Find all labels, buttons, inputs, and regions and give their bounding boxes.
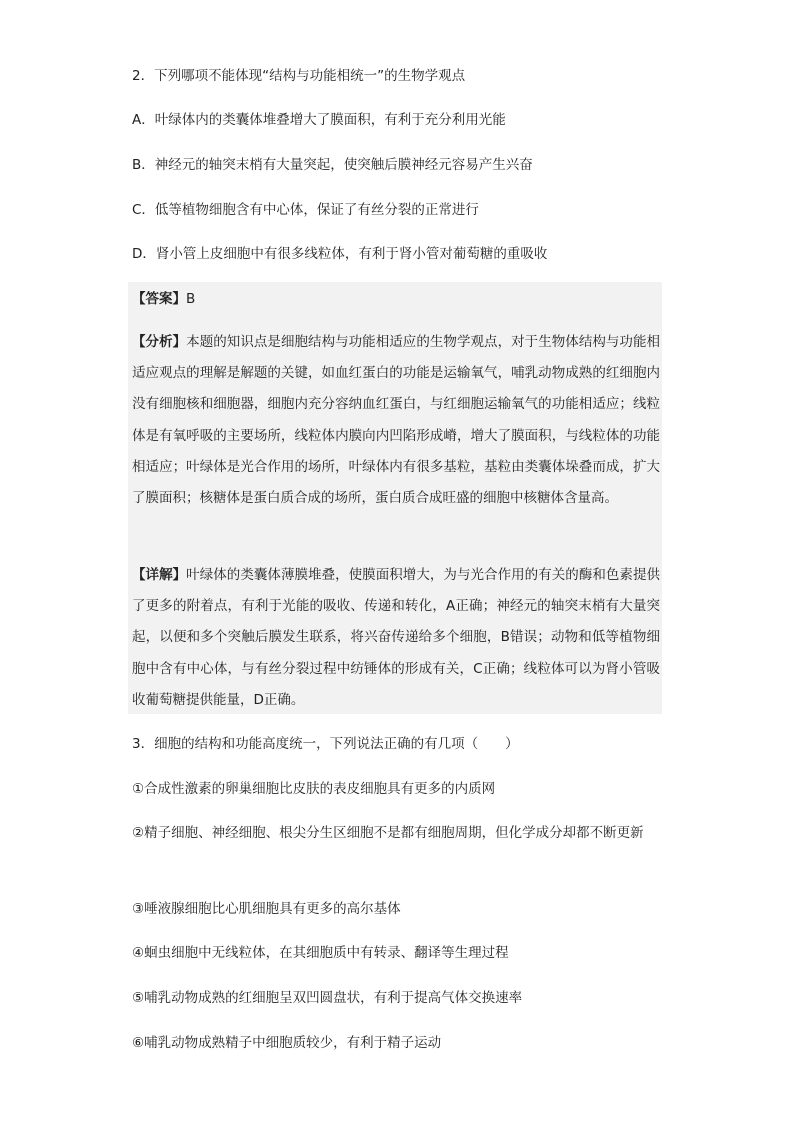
detail-paragraph xyxy=(132,560,660,716)
answer-line xyxy=(132,289,195,309)
analysis-text: 本题的知识点是细胞结构与功能相适应的生物学观点，对于生物体结构与功能相适应观点的理解是解题的关键，如血红蛋白的功能是运输氧气，哺乳动物成熟的红细胞内没有细胞核和细胞器，细胞内充分容纳血红蛋白，与红细胞运输氧气的功能相适应；线粒体是有氧呼吸的主要场所，线粒体内膜向内凹陷形成嵴，增大了膜面积，与线粒体的功能相适应；叶绿体是光合作用的场所，叶绿体内有很多基粒，基粒由类囊体垛叠而成，扩大了膜面积；核糖体是蛋白质合成的场所，蛋白质合成旺盛的细胞中核糖体含量高。 xyxy=(132,334,661,507)
question-3-item-1: ①合成性激素的卵巢细胞比皮肤的表皮细胞具有更多的内质网 xyxy=(132,781,496,797)
analysis-tag: 【分析】 xyxy=(132,334,187,350)
question-3-stem: 3．细胞的结构和功能高度统一，下列说法正确的有几项（ ） xyxy=(132,736,519,752)
detail-tag: 【详解】 xyxy=(132,567,187,583)
question-2-option-c: C．低等植物细胞含有中心体，保证了有丝分裂的正常进行 xyxy=(132,202,479,218)
question-3-item-3: ③唾液腺细胞比心肌细胞具有更多的高尔基体 xyxy=(132,901,401,917)
question-3-item-4: ④蛔虫细胞中无线粒体，在其细胞质中有转录、翻译等生理过程 xyxy=(132,945,509,961)
question-2-option-d: D．肾小管上皮细胞中有很多线粒体，有利于肾小管对葡萄糖的重吸收 xyxy=(132,246,548,262)
question-2-option-b: B．神经元的轴突末梢有大量突起，使突触后膜神经元容易产生兴奋 xyxy=(132,157,533,173)
analysis-paragraph xyxy=(132,327,660,514)
question-3-item-6: ⑥哺乳动物成熟精子中细胞质较少，有利于精子运动 xyxy=(132,1035,442,1051)
answer-value: B xyxy=(186,291,196,307)
detail-text: 叶绿体的类囊体薄膜堆叠，使膜面积增大，为与光合作用的有关的酶和色素提供了更多的附着点，有利于光能的吸收、传递和转化，A正确；神经元的轴突末梢有大量突起，以便和多个突触后膜发生联系，将兴奋传递给多个细胞，B错误；动物和低等植物细胞中含有中心体，与有丝分裂过程中纺锤体的形成有关，C正确；线粒体可以为肾小管吸收葡萄糖提供能量，D正确。 xyxy=(132,567,661,708)
question-3-item-5: ⑤哺乳动物成熟的红细胞呈双凹圆盘状，有利于提高气体交换速率 xyxy=(132,990,523,1006)
question-3-item-2: ②精子细胞、神经细胞、根尖分生区细胞不是都有细胞周期，但化学成分却都不断更新 xyxy=(132,825,644,841)
question-2-option-a: A．叶绿体内的类囊体堆叠增大了膜面积，有利于充分利用光能 xyxy=(132,112,506,128)
answer-tag: 【答案】 xyxy=(132,291,186,307)
question-2-stem: 2．下列哪项不能体现“结构与功能相统一”的生物学观点 xyxy=(132,68,466,84)
